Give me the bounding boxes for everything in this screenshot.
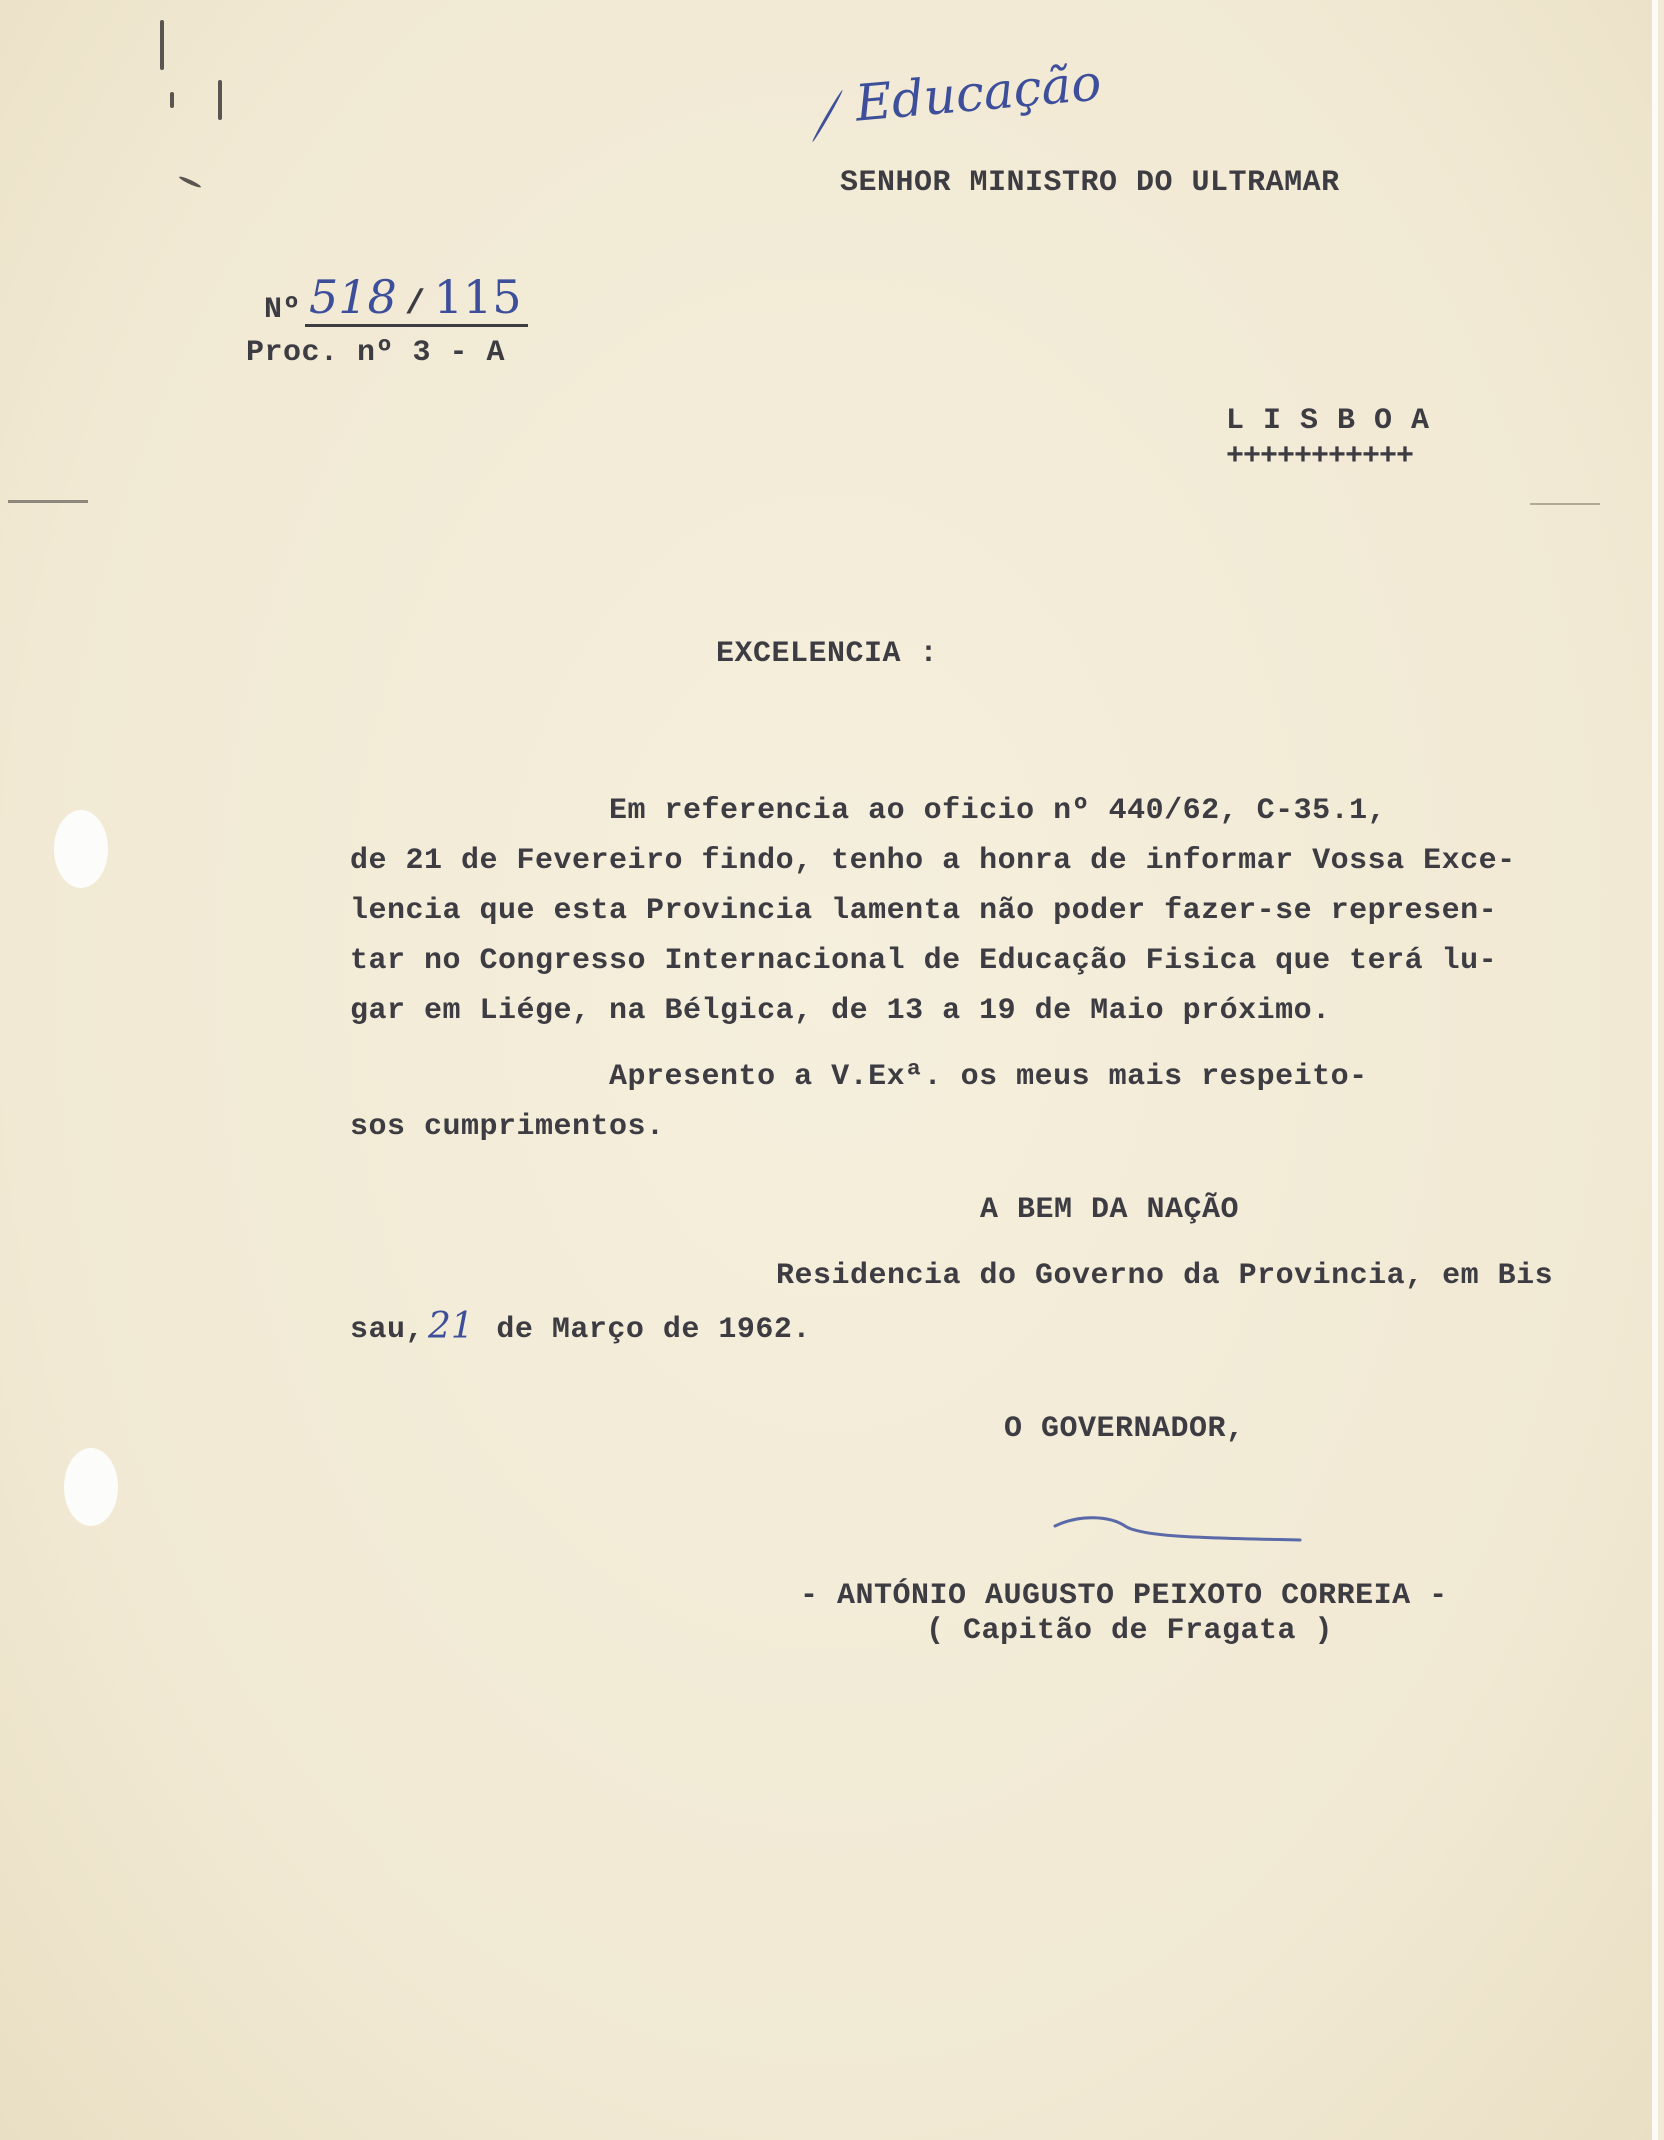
place: L I S B O A: [1226, 404, 1430, 438]
addressee: SENHOR MINISTRO DO ULTRAMAR: [840, 166, 1340, 200]
fold-line: [1530, 503, 1600, 505]
signature: [1050, 1510, 1310, 1560]
salutation: EXCELENCIA :: [716, 637, 939, 671]
body-line: Apresento a V.Exª. os meus mais respeito-: [350, 1060, 1368, 1094]
ref-number-handwritten: 518: [309, 270, 397, 324]
date-prefix: sau,: [350, 1313, 425, 1347]
ink-mark: [160, 20, 164, 70]
handwritten-annotation: Educação: [852, 53, 1104, 133]
body-line: sos cumprimentos.: [350, 1110, 665, 1144]
ref-field: [305, 270, 528, 327]
body-line: tar no Congresso Internacional de Educação Fisica que terá lu-: [350, 944, 1498, 978]
body-line: Em referencia ao oficio nº 440/62, C-35.1,: [350, 794, 1387, 828]
place-date-line-2: [350, 1306, 811, 1347]
closing-formula: A BEM DA NAÇÃO: [980, 1193, 1240, 1227]
body-line: lencia que esta Provincia lamenta não poder fazer-se represen-: [350, 894, 1498, 928]
ref-number2-handwritten: 115: [433, 270, 522, 324]
signatory-title: O GOVERNADOR,: [1004, 1412, 1245, 1446]
ref-separator: /: [404, 286, 426, 324]
date-suffix: de Março de 1962.: [477, 1313, 811, 1347]
place-date-line-1: Residencia do Governo da Provincia, em Bis: [776, 1259, 1554, 1293]
place-underline: +++++++++++: [1226, 440, 1414, 474]
punch-hole-lower: [64, 1448, 118, 1526]
annotation-stroke: [811, 89, 844, 142]
date-day-handwritten: 21: [428, 1306, 474, 1347]
process-number: Proc. nº 3 - A: [246, 336, 506, 370]
body-line: gar em Liége, na Bélgica, de 13 a 19 de Maio próximo.: [350, 994, 1331, 1028]
signatory-name: - ANTÓNIO AUGUSTO PEIXOTO CORREIA -: [800, 1579, 1448, 1613]
body-paragraph-2: [350, 1052, 1640, 1152]
page-edge: [1652, 0, 1658, 2140]
body-paragraph-1: [350, 786, 1640, 1036]
ink-mark: [218, 80, 222, 120]
ink-mark: [178, 175, 201, 189]
ref-prefix: Nº: [264, 293, 302, 327]
reference-number: [264, 270, 528, 327]
punch-hole-upper: [54, 810, 108, 888]
body-line: de 21 de Fevereiro findo, tenho a honra de informar Vossa Exce-: [350, 844, 1516, 878]
fold-line: [8, 500, 88, 503]
signatory-rank: ( Capitão de Fragata ): [926, 1614, 1334, 1648]
ink-mark: [170, 92, 174, 108]
